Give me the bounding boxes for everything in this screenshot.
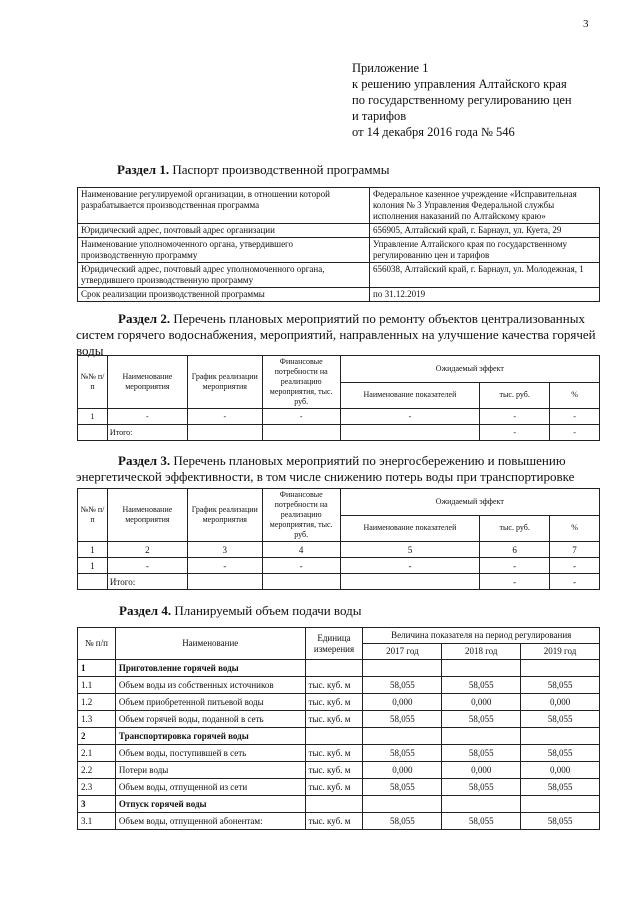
group-row xyxy=(78,660,600,677)
table-row xyxy=(78,694,600,711)
appendix-line: и тарифов xyxy=(352,109,407,123)
passport-label: Срок реализации производственной программы xyxy=(78,288,370,302)
row-name: Объем воды из собственных источников xyxy=(115,677,305,694)
column-numbers-row xyxy=(78,542,600,558)
table-row xyxy=(78,288,600,302)
value-2017: 58,055 xyxy=(363,813,442,830)
cell: 3 xyxy=(187,542,262,558)
passport-value: Федеральное казенное учреждение «Исправительная колония № 3 Управления Федеральной службы исполнения наказаний по Алтайскому краю» xyxy=(370,188,600,224)
value-2019: 58,055 xyxy=(521,745,600,762)
row-unit xyxy=(305,796,363,813)
row-name: Объем приобретенной питьевой воды xyxy=(115,694,305,711)
group-row xyxy=(78,796,600,813)
cell: - xyxy=(480,558,550,574)
total-thousand: - xyxy=(480,425,550,441)
section1-title xyxy=(117,162,389,178)
section3-title-bold: Раздел 3. xyxy=(118,453,171,468)
col-effect: Ожидаемый эффект xyxy=(340,356,599,383)
table-row xyxy=(78,762,600,779)
row-num: 1 xyxy=(78,660,116,677)
water-supply-volume-table xyxy=(77,627,600,830)
col-num: №№ п/п xyxy=(78,489,108,542)
energy-measures-table xyxy=(77,488,600,590)
col-indicator: Наименование показателей xyxy=(340,515,480,542)
table-row xyxy=(78,188,600,224)
value-2018 xyxy=(442,728,521,745)
value-2019 xyxy=(521,728,600,745)
value-2017: 0,000 xyxy=(363,762,442,779)
row-num: 1.3 xyxy=(78,711,116,728)
value-2017: 0,000 xyxy=(363,694,442,711)
row-name: Приготовление горячей воды xyxy=(115,660,305,677)
cell: - xyxy=(480,409,550,425)
cell: - xyxy=(107,409,187,425)
row-unit: тыс. куб. м xyxy=(305,813,363,830)
cell: 5 xyxy=(340,542,480,558)
cell xyxy=(262,425,340,441)
table-header-row xyxy=(78,628,600,644)
value-2019: 58,055 xyxy=(521,813,600,830)
col-percent: % xyxy=(550,515,600,542)
passport-value: Управление Алтайского края по государственному регулированию цен и тарифов xyxy=(370,238,600,263)
value-2017 xyxy=(363,660,442,677)
col-name: Наименование xyxy=(115,628,305,660)
value-2019: 0,000 xyxy=(521,694,600,711)
cell: - xyxy=(262,558,340,574)
cell: - xyxy=(340,558,480,574)
col-name: Наименование мероприятия xyxy=(107,489,187,542)
cell xyxy=(187,425,262,441)
row-unit: тыс. куб. м xyxy=(305,694,363,711)
cell: - xyxy=(262,409,340,425)
cell: - xyxy=(187,409,262,425)
passport-label: Наименование уполномоченного органа, утвердившего производственную программу xyxy=(78,238,370,263)
col-year-2018: 2018 год xyxy=(442,644,521,660)
row-unit: тыс. куб. м xyxy=(305,779,363,796)
table-row xyxy=(78,745,600,762)
section4-title-bold: Раздел 4. xyxy=(119,603,172,618)
value-2017: 58,055 xyxy=(363,677,442,694)
col-period: Величина показателя на период регулирования xyxy=(363,628,600,644)
value-2017: 58,055 xyxy=(363,711,442,728)
row-unit: тыс. куб. м xyxy=(305,745,363,762)
value-2018: 0,000 xyxy=(442,694,521,711)
cell: 4 xyxy=(262,542,340,558)
cell: 2 xyxy=(107,542,187,558)
value-2017: 58,055 xyxy=(363,779,442,796)
appendix-line: Приложение 1 xyxy=(352,61,429,75)
table-row xyxy=(78,558,600,574)
table-row xyxy=(78,409,600,425)
total-row xyxy=(78,574,600,590)
value-2019: 0,000 xyxy=(521,762,600,779)
col-year-2019: 2019 год xyxy=(521,644,600,660)
value-2018 xyxy=(442,660,521,677)
col-finance: Финансовые потребности на реализацию мероприятия, тыс. руб. xyxy=(262,356,340,409)
value-2019: 58,055 xyxy=(521,677,600,694)
cell xyxy=(340,574,480,590)
col-unit: Единица измерения xyxy=(305,628,363,660)
cell: - xyxy=(550,558,600,574)
section2-title-text: Перечень плановых мероприятий по ремонту объектов централизованных систем горячего водоснабжения, мероприятий, направленных на улучшение качества горячей воды xyxy=(76,311,596,358)
row-num: 1.1 xyxy=(78,677,116,694)
value-2018: 0,000 xyxy=(442,762,521,779)
col-finance: Финансовые потребности на реализацию мероприятия, тыс. руб. xyxy=(262,489,340,542)
section2-title xyxy=(76,311,604,359)
cell xyxy=(78,425,108,441)
col-effect: Ожидаемый эффект xyxy=(340,489,599,516)
col-num: №№ п/п xyxy=(78,356,108,409)
row-name: Отпуск горячей воды xyxy=(115,796,305,813)
cell xyxy=(187,574,262,590)
table-row xyxy=(78,813,600,830)
value-2018 xyxy=(442,796,521,813)
passport-value: 656038, Алтайский край, г. Барнаул, ул. Молодежная, 1 xyxy=(370,263,600,288)
value-2018: 58,055 xyxy=(442,745,521,762)
row-name: Объем воды, поступившей в сеть xyxy=(115,745,305,762)
cell: - xyxy=(107,558,187,574)
section4-title xyxy=(119,603,361,619)
cell xyxy=(340,425,480,441)
appendix-line: от 14 декабря 2016 года № 546 xyxy=(352,125,515,139)
col-thousand: тыс. руб. xyxy=(480,515,550,542)
value-2017 xyxy=(363,796,442,813)
appendix-header xyxy=(352,60,572,140)
cell: 6 xyxy=(480,542,550,558)
cell: 1 xyxy=(78,542,108,558)
row-num: 1.2 xyxy=(78,694,116,711)
table-header-row xyxy=(78,356,600,383)
value-2018: 58,055 xyxy=(442,677,521,694)
cell: 1 xyxy=(78,558,108,574)
col-name: Наименование мероприятия xyxy=(107,356,187,409)
cell: - xyxy=(187,558,262,574)
row-unit xyxy=(305,660,363,677)
passport-label: Юридический адрес, почтовый адрес уполномоченного органа, утвердившего производственную программу xyxy=(78,263,370,288)
row-unit: тыс. куб. м xyxy=(305,762,363,779)
cell: - xyxy=(550,409,600,425)
value-2018: 58,055 xyxy=(442,779,521,796)
row-num: 2.3 xyxy=(78,779,116,796)
table-row xyxy=(78,263,600,288)
row-num: 3 xyxy=(78,796,116,813)
col-schedule: График реализации мероприятия xyxy=(187,489,262,542)
col-indicator: Наименование показателей xyxy=(340,382,480,409)
total-percent: - xyxy=(550,574,600,590)
total-label: Итого: xyxy=(107,425,187,441)
total-percent: - xyxy=(550,425,600,441)
row-unit: тыс. куб. м xyxy=(305,711,363,728)
table-row xyxy=(78,238,600,263)
col-year-2017: 2017 год xyxy=(363,644,442,660)
row-unit: тыс. куб. м xyxy=(305,677,363,694)
value-2019: 58,055 xyxy=(521,779,600,796)
col-thousand: тыс. руб. xyxy=(480,382,550,409)
cell: - xyxy=(340,409,480,425)
value-2018: 58,055 xyxy=(442,813,521,830)
total-thousand: - xyxy=(480,574,550,590)
row-unit xyxy=(305,728,363,745)
value-2017 xyxy=(363,728,442,745)
table-header-row xyxy=(78,489,600,516)
section1-title-bold: Раздел 1. xyxy=(117,162,170,177)
total-label: Итого: xyxy=(107,574,187,590)
total-row xyxy=(78,425,600,441)
row-name: Объем воды, отпущенной абонентам: xyxy=(115,813,305,830)
cell xyxy=(78,574,108,590)
col-num: № п/п xyxy=(78,628,116,660)
passport-label: Юридический адрес, почтовый адрес организации xyxy=(78,224,370,238)
col-schedule: График реализации мероприятия xyxy=(187,356,262,409)
value-2017: 58,055 xyxy=(363,745,442,762)
section3-title xyxy=(76,453,604,485)
value-2018: 58,055 xyxy=(442,711,521,728)
cell: 7 xyxy=(550,542,600,558)
row-name: Объем горячей воды, поданной в сеть xyxy=(115,711,305,728)
passport-table xyxy=(77,187,600,302)
passport-label: Наименование регулируемой организации, в отношении которой разрабатывается производственная программа xyxy=(78,188,370,224)
col-percent: % xyxy=(550,382,600,409)
value-2019 xyxy=(521,660,600,677)
appendix-line: по государственному регулированию цен xyxy=(352,93,572,107)
row-name: Транспортировка горячей воды xyxy=(115,728,305,745)
value-2019 xyxy=(521,796,600,813)
table-row xyxy=(78,779,600,796)
page-number: 3 xyxy=(583,18,589,30)
passport-value: 656905, Алтайский край, г. Барнаул, ул. Куета, 29 xyxy=(370,224,600,238)
row-num: 2.2 xyxy=(78,762,116,779)
section3-title-text: Перечень плановых мероприятий по энергосбережению и повышению энергетической эффективности, в том числе снижению потерь воды при транспортировке xyxy=(76,453,575,484)
appendix-line: к решению управления Алтайского края xyxy=(352,77,567,91)
value-2019: 58,055 xyxy=(521,711,600,728)
section4-title-text: Планируемый объем подачи воды xyxy=(171,603,362,618)
row-name: Объем воды, отпущенной из сети xyxy=(115,779,305,796)
row-name: Потери воды xyxy=(115,762,305,779)
group-row xyxy=(78,728,600,745)
cell: 1 xyxy=(78,409,108,425)
volume-table-body xyxy=(78,660,600,830)
cell xyxy=(262,574,340,590)
repair-measures-table xyxy=(77,355,600,441)
row-num: 2.1 xyxy=(78,745,116,762)
passport-value: по 31.12.2019 xyxy=(370,288,600,302)
table-row xyxy=(78,224,600,238)
row-num: 3.1 xyxy=(78,813,116,830)
section2-title-bold: Раздел 2. xyxy=(118,311,171,326)
table-row xyxy=(78,677,600,694)
row-num: 2 xyxy=(78,728,116,745)
table-row xyxy=(78,711,600,728)
section1-title-text: Паспорт производственной программы xyxy=(169,162,390,177)
